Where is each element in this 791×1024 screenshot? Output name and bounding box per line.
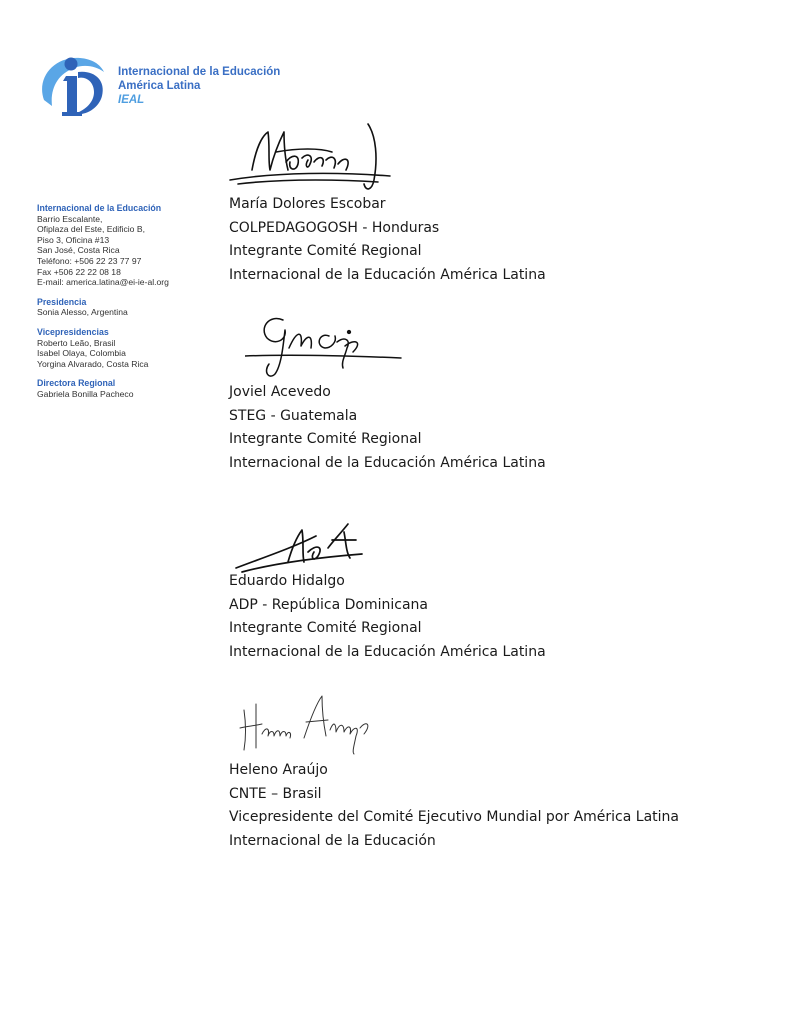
signature-acevedo bbox=[245, 312, 405, 384]
signatory-organization: ADP - República Dominicana bbox=[229, 596, 428, 613]
signatory-role: Integrante Comité Regional bbox=[229, 243, 422, 259]
vicepresidencias-line: Yorgina Alvarado, Costa Rica bbox=[37, 358, 149, 369]
directora-line: Gabriela Bonilla Pacheco bbox=[37, 388, 134, 399]
signatory-entity: Internacional de la Educación bbox=[229, 832, 436, 849]
office-line: San José, Costa Rica bbox=[37, 245, 120, 256]
office-fax: Fax +506 22 22 08 18 bbox=[37, 266, 121, 277]
signatory-block-4 bbox=[229, 759, 679, 853]
ieal-logo bbox=[38, 50, 288, 122]
vicepresidencias-heading: Vicepresidencias bbox=[37, 326, 109, 337]
signature-escobar bbox=[228, 118, 398, 196]
office-line: Barrio Escalante, bbox=[37, 213, 103, 224]
signatory-block-2 bbox=[229, 381, 546, 475]
letterhead-sidebar bbox=[37, 203, 217, 409]
directora-heading: Directora Regional bbox=[37, 378, 116, 389]
presidencia-section bbox=[37, 297, 217, 318]
signatory-organization: STEG - Guatemala bbox=[229, 407, 358, 424]
signatory-entity: Internacional de la Educación América Latina bbox=[229, 454, 546, 471]
signature-araujo bbox=[236, 690, 376, 756]
office-email: E-mail: america.latina@ei-ie-al.org bbox=[37, 277, 169, 288]
vicepresidencias-line: Isabel Olaya, Colombia bbox=[37, 348, 126, 359]
signatory-block-1 bbox=[229, 193, 546, 287]
presidencia-heading: Presidencia bbox=[37, 296, 87, 307]
signatory-entity: Internacional de la Educación América Latina bbox=[229, 266, 546, 283]
vicepresidencias-line: Roberto Leão, Brasil bbox=[37, 337, 116, 348]
logo-line-1: Internacional de la Educación bbox=[118, 66, 281, 78]
office-phone: Teléfono: +506 22 23 77 97 bbox=[37, 255, 142, 266]
directora-section bbox=[37, 378, 217, 399]
office-heading: Internacional de la Educación bbox=[37, 203, 162, 213]
signatory-entity: Internacional de la Educación América Latina bbox=[229, 643, 546, 660]
signatory-name: Heleno Araújo bbox=[229, 762, 328, 778]
office-line: Piso 3, Oficina #13 bbox=[37, 234, 110, 245]
ie-logo-mark bbox=[38, 50, 110, 122]
presidencia-line: Sonia Alesso, Argentina bbox=[37, 307, 128, 318]
logo-line-2: América Latina bbox=[118, 80, 201, 92]
vicepresidencias-section bbox=[37, 327, 217, 369]
office-line: Ofiplaza del Este, Edificio B, bbox=[37, 224, 145, 235]
logo-text bbox=[118, 65, 280, 107]
signatory-name: María Dolores Escobar bbox=[229, 196, 386, 212]
signatory-name: Eduardo Hidalgo bbox=[229, 573, 345, 589]
signatory-role: Vicepresidente del Comité Ejecutivo Mundial por América Latina bbox=[229, 809, 679, 825]
signatory-organization: CNTE – Brasil bbox=[229, 785, 322, 802]
signatory-role: Integrante Comité Regional bbox=[229, 431, 422, 447]
signature-hidalgo bbox=[232, 518, 372, 576]
signatory-role: Integrante Comité Regional bbox=[229, 620, 422, 636]
signatory-organization: COLPEDAGOGOSH - Honduras bbox=[229, 219, 440, 236]
office-section bbox=[37, 203, 217, 288]
signatory-block-3 bbox=[229, 570, 546, 664]
signatory-name: Joviel Acevedo bbox=[229, 384, 331, 400]
logo-abbr: IEAL bbox=[118, 94, 145, 106]
